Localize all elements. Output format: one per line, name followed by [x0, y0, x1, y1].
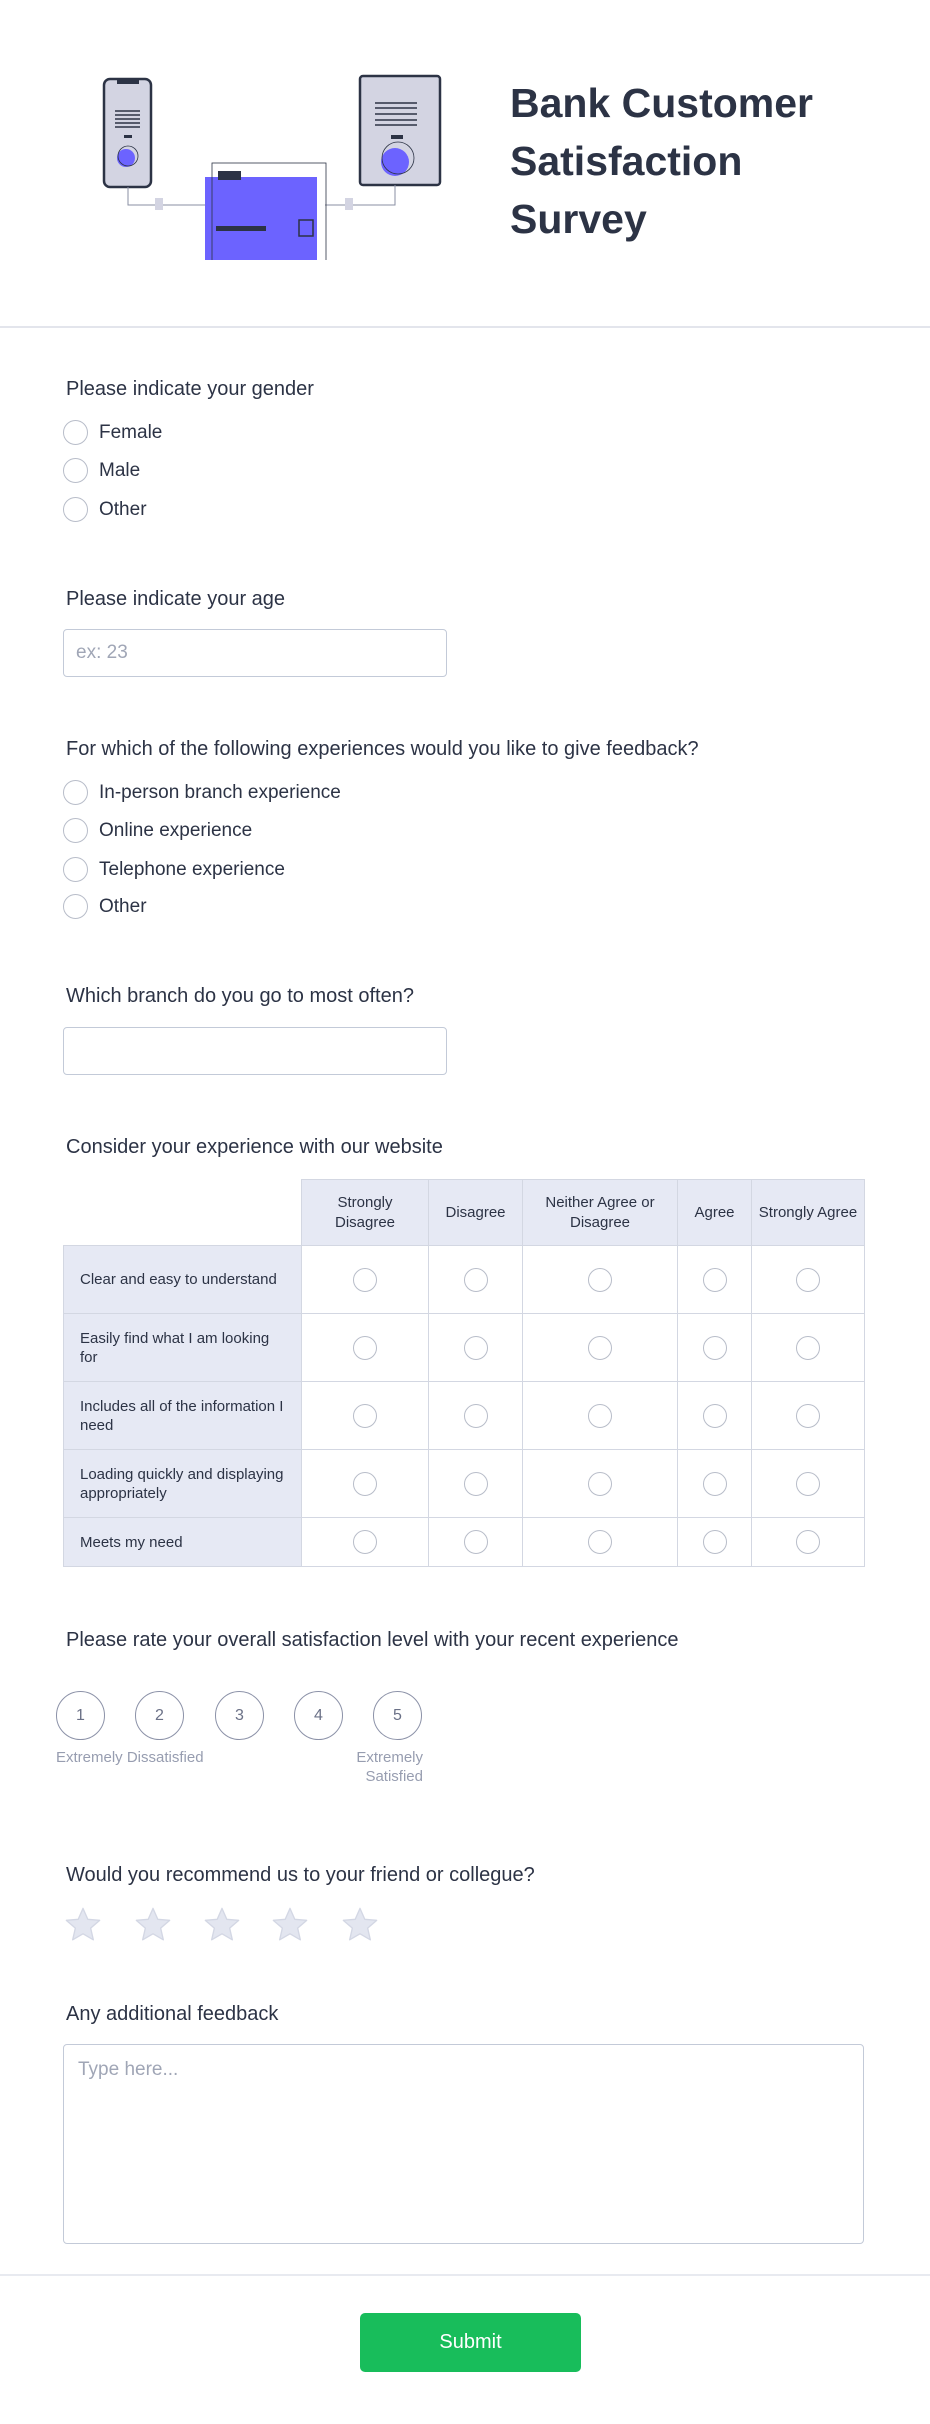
- radio-icon[interactable]: [464, 1472, 488, 1496]
- website-matrix: [63, 1179, 865, 1567]
- matrix-column-header: Strongly Disagree: [302, 1180, 429, 1246]
- radio-icon[interactable]: [464, 1268, 488, 1292]
- matrix-column-header: Disagree: [429, 1180, 523, 1246]
- radio-icon[interactable]: [703, 1268, 727, 1292]
- matrix-cell[interactable]: [523, 1518, 678, 1567]
- matrix-cell[interactable]: [302, 1450, 429, 1518]
- experience-label: For which of the following experiences would you like to give feedback?: [66, 738, 699, 760]
- matrix-cell[interactable]: [302, 1382, 429, 1450]
- radio-icon[interactable]: [703, 1404, 727, 1428]
- website-label: Consider your experience with our website: [66, 1136, 443, 1158]
- matrix-row-label: Clear and easy to understand: [64, 1246, 302, 1314]
- gender-option-other[interactable]: [63, 497, 147, 522]
- form-header: [0, 0, 930, 328]
- radio-icon[interactable]: [353, 1268, 377, 1292]
- matrix-row: [64, 1246, 865, 1314]
- radio-icon[interactable]: [588, 1530, 612, 1554]
- matrix-row: [64, 1518, 865, 1567]
- radio-icon[interactable]: [353, 1336, 377, 1360]
- radio-icon[interactable]: [353, 1404, 377, 1428]
- matrix-column-header: Strongly Agree: [752, 1180, 865, 1246]
- radio-icon[interactable]: [63, 420, 88, 445]
- age-label: Please indicate your age: [66, 588, 286, 610]
- bank-illustration-icon: [95, 70, 455, 260]
- matrix-cell[interactable]: [302, 1518, 429, 1567]
- satisfaction-label: Please rate your overall satisfaction level with your recent experience: [66, 1629, 679, 1651]
- radio-icon[interactable]: [796, 1472, 820, 1496]
- radio-icon[interactable]: [588, 1472, 612, 1496]
- option-label: Male: [99, 459, 141, 481]
- rating-option-5[interactable]: 5: [373, 1691, 422, 1740]
- matrix-column-header: Neither Agree or Disagree: [523, 1180, 678, 1246]
- rating-max-label: Extremely Satisfied: [356, 1749, 423, 1785]
- matrix-cell[interactable]: [678, 1382, 752, 1450]
- matrix-cell[interactable]: [752, 1518, 865, 1567]
- matrix-row-label: Includes all of the information I need: [64, 1382, 302, 1450]
- feedback-label: Any additional feedback: [66, 2003, 279, 2025]
- star-icon[interactable]: [63, 1905, 103, 1950]
- rating-min-label: Extremely Dissatisfied: [56, 1749, 204, 1766]
- matrix-corner: [64, 1180, 302, 1246]
- matrix-cell[interactable]: [429, 1314, 523, 1382]
- matrix-column-header: Agree: [678, 1180, 752, 1246]
- radio-icon[interactable]: [63, 857, 88, 882]
- matrix-cell[interactable]: [678, 1450, 752, 1518]
- matrix-row-label: Loading quickly and displaying appropriately: [64, 1450, 302, 1518]
- star-icon[interactable]: [202, 1905, 242, 1950]
- submit-button[interactable]: Submit: [360, 2313, 581, 2372]
- gender-option-female[interactable]: [63, 420, 162, 445]
- matrix-cell[interactable]: [429, 1382, 523, 1450]
- matrix-row-label: Easily find what I am looking for: [64, 1314, 302, 1382]
- matrix-row: [64, 1382, 865, 1450]
- matrix-cell[interactable]: [302, 1246, 429, 1314]
- matrix-cell[interactable]: [752, 1246, 865, 1314]
- matrix-cell[interactable]: [752, 1450, 865, 1518]
- rating-option-4[interactable]: 4: [294, 1691, 343, 1740]
- matrix-cell[interactable]: [523, 1314, 678, 1382]
- radio-icon[interactable]: [464, 1404, 488, 1428]
- radio-icon[interactable]: [464, 1336, 488, 1360]
- radio-icon[interactable]: [63, 780, 88, 805]
- radio-icon[interactable]: [796, 1268, 820, 1292]
- gender-option-male[interactable]: [63, 458, 140, 483]
- page-title: Bank Customer Satisfaction Survey: [510, 80, 814, 242]
- gender-label: Please indicate your gender: [66, 378, 314, 400]
- radio-icon[interactable]: [703, 1530, 727, 1554]
- rating-option-2[interactable]: 2: [135, 1691, 184, 1740]
- matrix-row: [64, 1450, 865, 1518]
- age-input[interactable]: ex: 23: [63, 629, 447, 677]
- branch-label: Which branch do you go to most often?: [66, 985, 414, 1007]
- option-label: In-person branch experience: [99, 781, 341, 803]
- matrix-cell[interactable]: [302, 1314, 429, 1382]
- radio-icon[interactable]: [796, 1404, 820, 1428]
- radio-icon[interactable]: [796, 1336, 820, 1360]
- radio-icon[interactable]: [63, 497, 88, 522]
- matrix-cell[interactable]: [752, 1382, 865, 1450]
- radio-icon[interactable]: [63, 894, 88, 919]
- matrix-cell[interactable]: [678, 1314, 752, 1382]
- radio-icon[interactable]: [796, 1530, 820, 1554]
- radio-icon[interactable]: [703, 1472, 727, 1496]
- radio-icon[interactable]: [588, 1268, 612, 1292]
- matrix-cell[interactable]: [678, 1518, 752, 1567]
- radio-icon[interactable]: [464, 1530, 488, 1554]
- star-icon[interactable]: [133, 1905, 173, 1950]
- recommend-label: Would you recommend us to your friend or collegue?: [66, 1864, 535, 1886]
- matrix-cell[interactable]: [429, 1450, 523, 1518]
- feedback-textarea[interactable]: Type here...: [63, 2044, 864, 2244]
- option-label: Other: [99, 498, 147, 520]
- radio-icon[interactable]: [63, 458, 88, 483]
- star-icon[interactable]: [270, 1905, 310, 1950]
- radio-icon[interactable]: [353, 1472, 377, 1496]
- rating-option-3[interactable]: 3: [215, 1691, 264, 1740]
- option-label: Other: [99, 895, 147, 917]
- radio-icon[interactable]: [588, 1336, 612, 1360]
- option-label: Online experience: [99, 819, 253, 841]
- matrix-cell[interactable]: [429, 1246, 523, 1314]
- matrix-cell[interactable]: [678, 1246, 752, 1314]
- matrix-cell[interactable]: [523, 1450, 678, 1518]
- experience-option-online[interactable]: [63, 818, 252, 843]
- radio-icon[interactable]: [353, 1530, 377, 1554]
- option-label: Female: [99, 421, 163, 443]
- matrix-row-label: Meets my need: [64, 1518, 302, 1567]
- matrix-cell[interactable]: [429, 1518, 523, 1567]
- radio-icon[interactable]: [703, 1336, 727, 1360]
- experience-option-branch[interactable]: [63, 780, 341, 805]
- experience-option-other[interactable]: [63, 894, 147, 919]
- matrix-cell[interactable]: [523, 1382, 678, 1450]
- matrix-cell[interactable]: [523, 1246, 678, 1314]
- branch-input[interactable]: [63, 1027, 447, 1075]
- option-label: Telephone experience: [99, 858, 285, 880]
- radio-icon[interactable]: [588, 1404, 612, 1428]
- matrix-row: [64, 1314, 865, 1382]
- experience-option-telephone[interactable]: [63, 857, 285, 882]
- radio-icon[interactable]: [63, 818, 88, 843]
- star-icon[interactable]: [340, 1905, 380, 1950]
- rating-option-1[interactable]: 1: [56, 1691, 105, 1740]
- matrix-cell[interactable]: [752, 1314, 865, 1382]
